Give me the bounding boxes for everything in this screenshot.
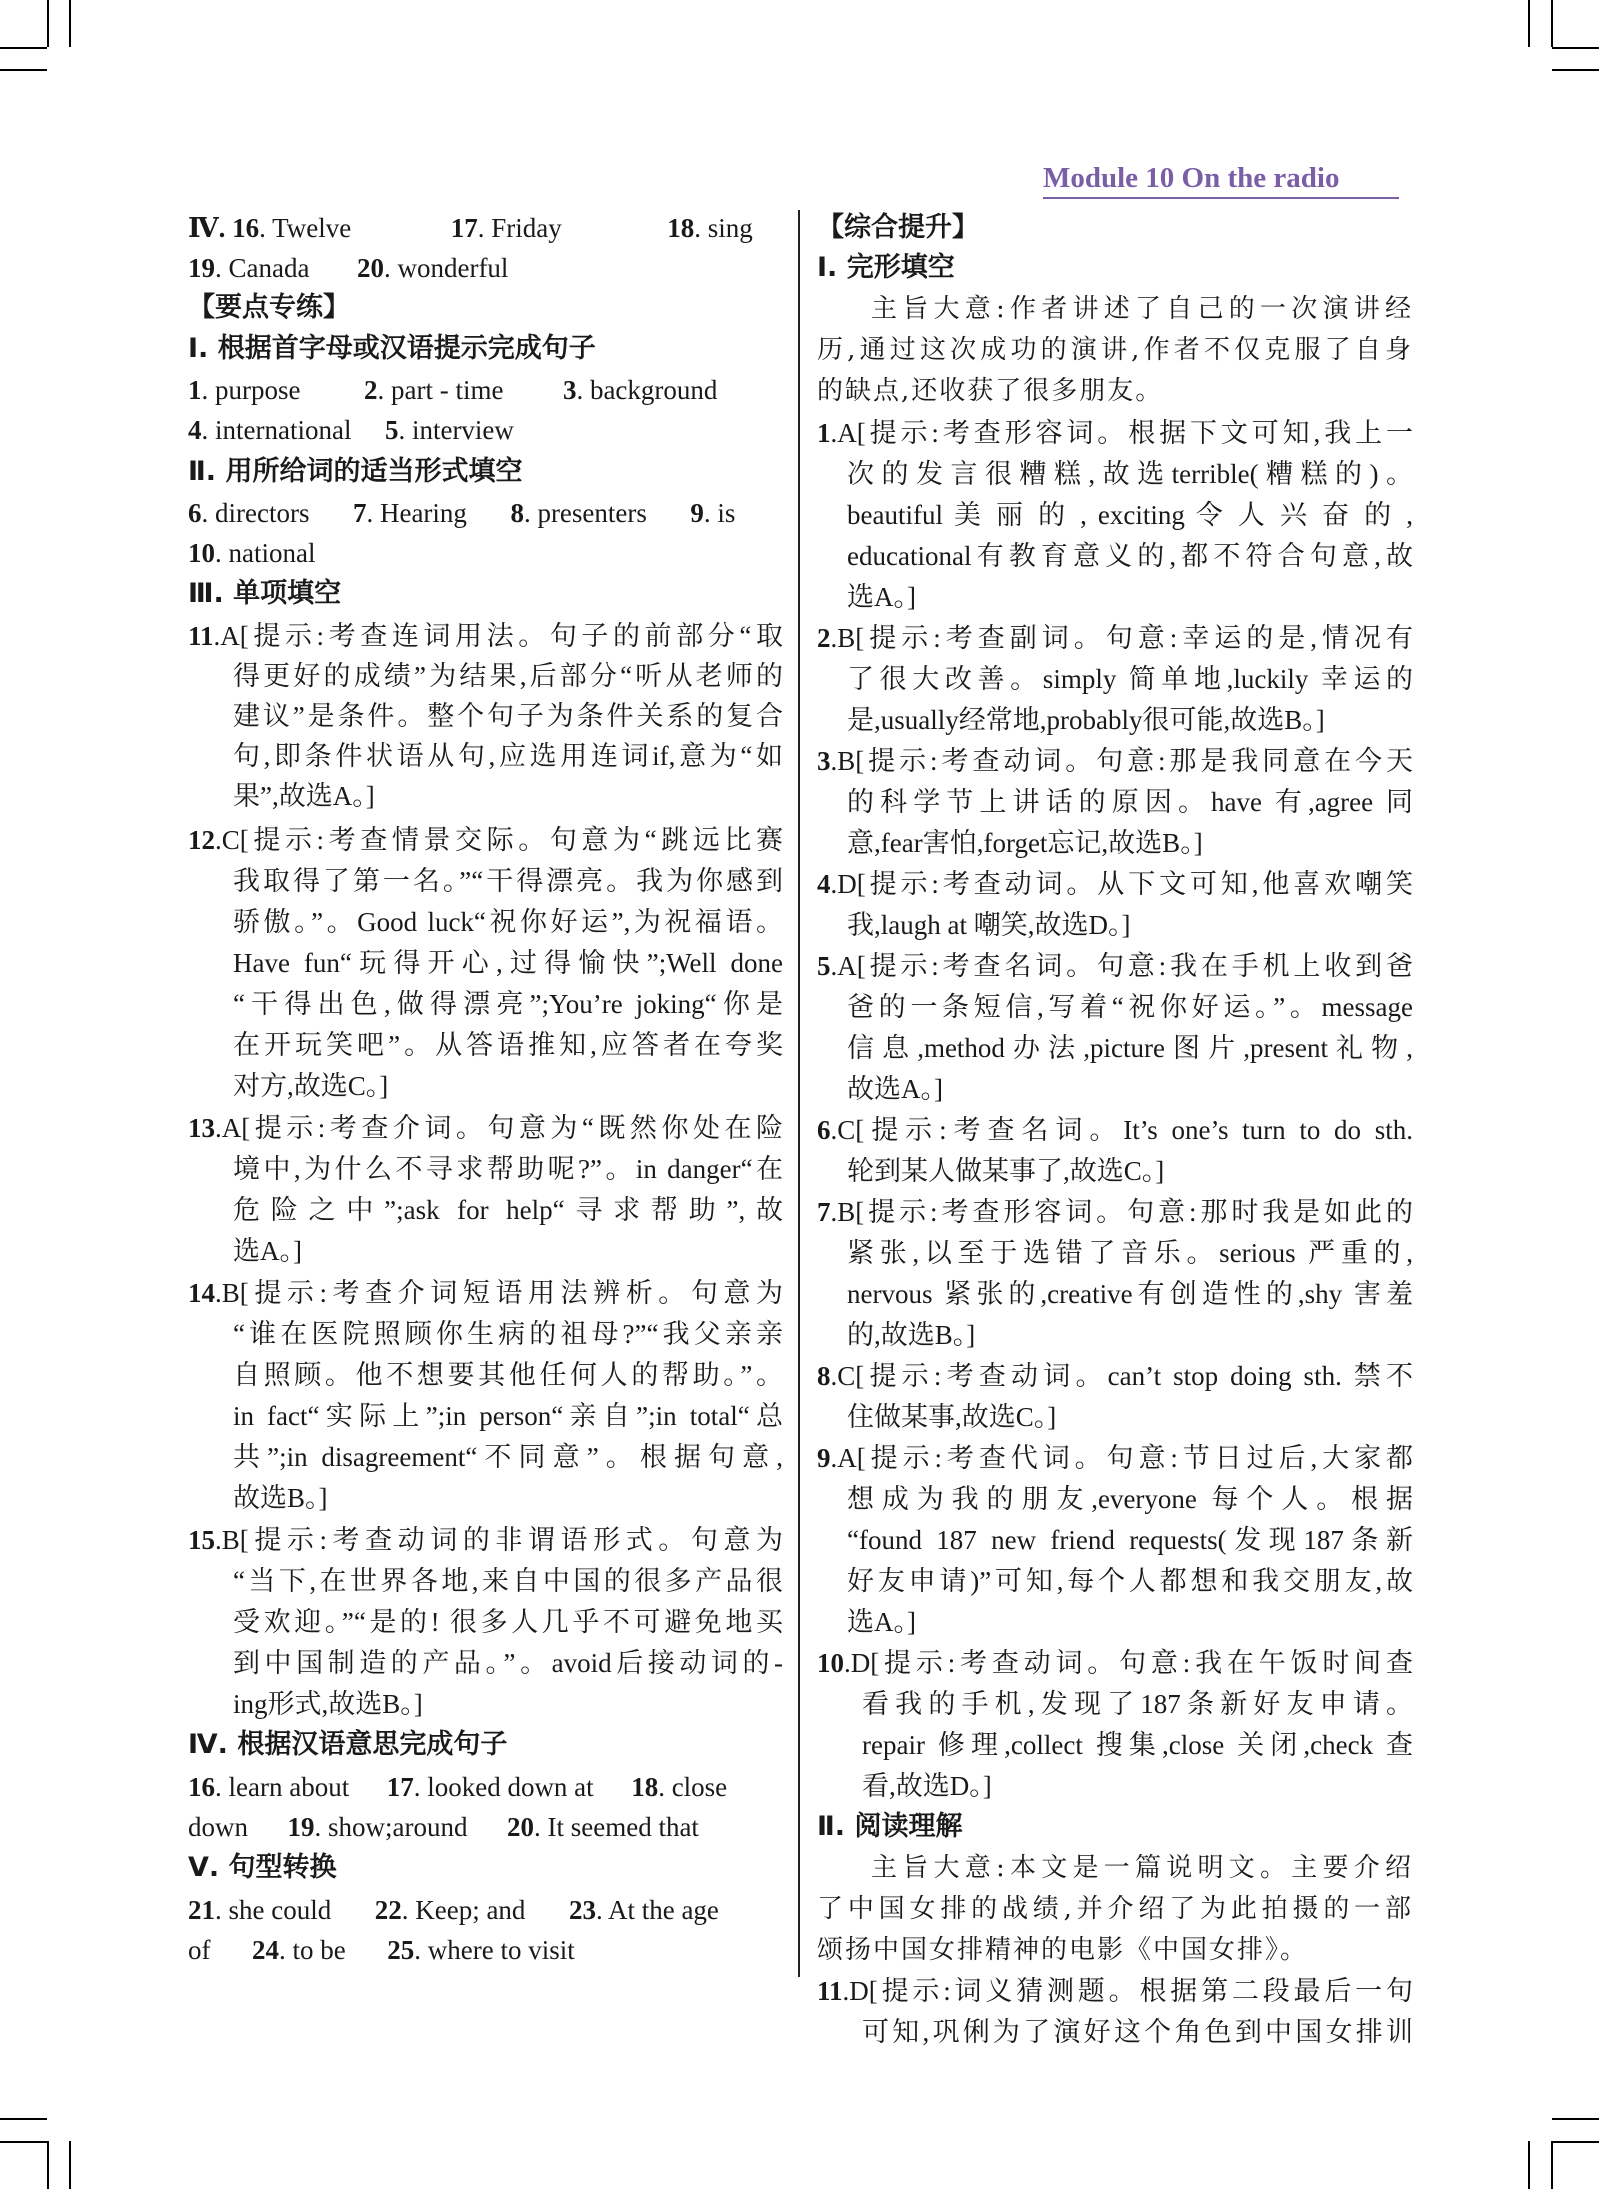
answer-number: 18 — [631, 1772, 659, 1802]
explanation-line: 轮到某人做某事了,故选C。] — [847, 1156, 1165, 1186]
answer-value: where to visit — [427, 1935, 575, 1965]
answer-row: down 19. show;around 20. It seemed that — [188, 1812, 699, 1842]
answer-value: part - time — [390, 375, 504, 405]
explanation-line: 5.A[提示:考查名词。句意:我在手机上收到爸 — [817, 951, 1413, 981]
answer-number: 24 — [252, 1935, 279, 1965]
explanation-line: Have fun“玩得开心,过得愉快”;Well done — [233, 948, 783, 978]
explanation-line: “found 187 new friend requests(发现187条新 — [847, 1525, 1413, 1555]
question-number: 14 — [188, 1278, 215, 1308]
explanation-line: 15.B[提示:考查动词的非谓语形式。句意为 — [188, 1525, 783, 1555]
explanation-text: A[提示:考查代词。句意:节日过后,大家都 — [837, 1443, 1413, 1473]
explanation-text: D[提示:词义猜测题。根据第二段最后一句 — [849, 1976, 1413, 2006]
explanation-line: 7.B[提示:考查形容词。句意:那时我是如此的 — [817, 1197, 1413, 1227]
answer-number: 8 — [510, 498, 524, 528]
crop-mark-bottom-right-v1 — [1528, 2141, 1530, 2189]
running-header-title: Module 10 On the radio — [1043, 162, 1340, 194]
explanation-line: 12.C[提示:考查情景交际。句意为“跳远比赛 — [188, 825, 783, 855]
part-heading: Ⅰ. 完形填空 — [817, 252, 955, 283]
crop-mark-bottom-left-h1 — [0, 2118, 47, 2120]
crop-mark-bottom-right-h2 — [1552, 2141, 1599, 2143]
explanation-line: 11.A[提示:考查连词用法。句子的前部分“取 — [188, 621, 783, 651]
answer-number: 17 — [450, 213, 478, 243]
answer-value: sing — [707, 213, 753, 243]
section-heading: 【要点专练】 — [188, 292, 350, 323]
answer-value: she could — [228, 1895, 332, 1925]
explanation-text: B[提示:考查副词。句意:幸运的是,情况有 — [837, 623, 1413, 653]
crop-mark-bottom-left-v1 — [47, 2141, 49, 2189]
answer-number: 16 — [188, 1772, 215, 1802]
section-heading: 【综合提升】 — [817, 212, 979, 243]
explanation-line: 意,fear害怕,forget忘记,故选B。] — [847, 828, 1203, 858]
question-number: 11 — [817, 1976, 843, 2006]
answer-row: 4. international 5. interview — [188, 415, 514, 445]
explanation-line: 自照顾。他不想要其他任何人的帮助。”。 — [233, 1360, 783, 1390]
answer-number: 23 — [568, 1895, 596, 1925]
crop-mark-top-left-h1 — [0, 47, 47, 49]
explanation-line: 紧张,以至于选错了音乐。serious 严重的, — [847, 1238, 1413, 1268]
explanation-line: 在开玩笑吧”。从答语推知,应答者在夸奖 — [233, 1030, 783, 1060]
explanation-text: D[提示:考查动词。从下文可知,他喜欢嘲笑 — [837, 869, 1413, 899]
part-heading: Ⅱ. 用所给词的适当形式填空 — [188, 456, 523, 487]
part-heading: Ⅲ. 单项填空 — [188, 578, 342, 609]
explanation-text: A[提示:考查形容词。根据下文可知,我上一 — [837, 418, 1413, 448]
answer-number: 10 — [188, 538, 215, 568]
explanation-line: 建议”是条件。整个句子为条件关系的复合 — [233, 701, 783, 731]
summary-line: 颂扬中国女排精神的电影《中国女排》。 — [817, 1935, 1309, 1965]
crop-mark-top-right-v2 — [1551, 0, 1553, 47]
explanation-line: 看,故选D。] — [862, 1771, 992, 1801]
explanation-line: 我取得了第一名。”“干得漂亮。我为你感到 — [233, 866, 783, 896]
explanation-text: C[提示:考查动词。can’t stop doing sth. 禁不 — [837, 1361, 1413, 1391]
crop-mark-top-left-v1 — [47, 0, 49, 47]
explanation-line: “干得出色,做得漂亮”;You’re joking“你是 — [233, 989, 783, 1019]
question-number: 4 — [817, 869, 831, 899]
explanation-line: 14.B[提示:考查介词短语用法辨析。句意为 — [188, 1278, 783, 1308]
crop-mark-top-left-h2 — [0, 69, 47, 71]
explanation-line: 受欢迎。”“是的! 很多人几乎不可避免地买 — [233, 1607, 783, 1637]
explanation-line: in fact“实际上”;in person“亲自”;in total“总 — [233, 1401, 783, 1431]
explanation-line: 住做某事,故选C。] — [847, 1402, 1057, 1432]
answer-number: 7 — [352, 498, 367, 528]
answer-value: directors — [215, 498, 310, 528]
answer-number: 17 — [386, 1772, 414, 1802]
question-number: 6 — [817, 1115, 831, 1145]
explanation-text: B[提示:考查介词短语用法辨析。句意为 — [221, 1278, 783, 1308]
summary-line: 了中国女排的战绩,并介绍了为此拍摄的一部 — [817, 1894, 1413, 1924]
crop-mark-bottom-left-v2 — [69, 2141, 71, 2189]
crop-mark-bottom-right-v2 — [1551, 2141, 1553, 2189]
answer-value: purpose — [215, 375, 301, 405]
crop-mark-bottom-right-h1 — [1552, 2118, 1599, 2120]
explanation-line: 3.B[提示:考查动词。句意:那是我同意在今天 — [817, 746, 1413, 776]
explanation-line: 对方,故选C。] — [233, 1071, 389, 1101]
answer-number: 25 — [387, 1935, 415, 1965]
answer-number: 20 — [506, 1812, 534, 1842]
question-number: 12 — [188, 825, 215, 855]
explanation-line: 危险之中”;ask for help“寻求帮助”,故 — [233, 1195, 783, 1225]
answer-row: 21. she could 22. Keep; and 23. At the age — [188, 1895, 719, 1925]
explanation-line: educational有教育意义的,都不符合句意,故 — [847, 541, 1413, 571]
part-heading: Ⅳ. 根据汉语意思完成句子 — [188, 1729, 508, 1760]
answer-value: At the age — [607, 1895, 719, 1925]
answer-number: 22 — [374, 1895, 402, 1925]
answer-value: Canada — [228, 253, 310, 283]
explanation-line: 13.A[提示:考查介词。句意为“既然你处在险 — [188, 1113, 783, 1143]
answer-number: 19 — [188, 253, 215, 283]
explanation-line: 选A。] — [847, 582, 916, 612]
explanation-line: 爸的一条短信,写着“祝你好运。”。message — [847, 992, 1413, 1022]
explanation-text: B[提示:考查动词。句意:那是我同意在今天 — [837, 746, 1413, 776]
explanation-text: A[提示:考查介词。句意为“既然你处在险 — [221, 1113, 783, 1143]
answer-value: international — [215, 415, 352, 445]
answer-number: 2 — [363, 375, 378, 405]
answer-row: 10. national — [188, 538, 316, 568]
explanation-line: 故选A。] — [847, 1074, 943, 1104]
question-number: 2 — [817, 623, 831, 653]
explanation-line: 9.A[提示:考查代词。句意:节日过后,大家都 — [817, 1443, 1413, 1473]
crop-mark-top-right-v1 — [1528, 0, 1530, 47]
answer-value: Friday — [491, 213, 562, 243]
answer-value: It seemed that — [547, 1812, 699, 1842]
answer-number: 20 — [356, 253, 384, 283]
answer-value: is — [717, 498, 736, 528]
question-number: 3 — [817, 746, 831, 776]
explanation-line: nervous 紧张的,creative有创造性的,shy 害羞 — [847, 1279, 1413, 1309]
answer-row: 16. learn about 17. looked down at 18. close — [188, 1772, 728, 1802]
explanation-line: ing形式,故选B。] — [233, 1689, 423, 1719]
answer-number: 1 — [188, 375, 202, 405]
crop-mark-top-right-h1 — [1552, 47, 1599, 49]
explanation-line: 句,即条件状语从句,应选用连词if,意为“如 — [233, 741, 783, 771]
explanation-line: “当下,在世界各地,来自中国的很多产品很 — [233, 1566, 783, 1596]
explanation-line: 故选B。] — [233, 1483, 328, 1513]
question-number: 8 — [817, 1361, 831, 1391]
answer-value: wonderful — [397, 253, 509, 283]
explanation-line: 得更好的成绩”为结果,后部分“听从老师的 — [233, 661, 783, 691]
explanation-line: 了很大改善。simply 简单地,luckily 幸运的 — [847, 664, 1413, 694]
explanation-text: A[提示:考查名词。句意:我在手机上收到爸 — [837, 951, 1413, 981]
question-number: 13 — [188, 1113, 215, 1143]
part-heading: Ⅰ. 根据首字母或汉语提示完成句子 — [188, 333, 596, 364]
explanation-line: 10.D[提示:考查动词。句意:我在午饭时间查 — [817, 1648, 1413, 1678]
answer-row: Ⅳ. 16. Twelve 17. Friday 18. sing — [188, 213, 753, 243]
explanation-line: 共”;in disagreement“不同意”。根据句意, — [233, 1442, 783, 1472]
explanation-line: 4.D[提示:考查动词。从下文可知,他喜欢嘲笑 — [817, 869, 1413, 899]
header-underline — [1043, 197, 1399, 199]
question-number: 5 — [817, 951, 831, 981]
explanation-text: B[提示:考查形容词。句意:那时我是如此的 — [837, 1197, 1413, 1227]
answer-number: 6 — [188, 498, 202, 528]
crop-mark-top-right-h2 — [1552, 69, 1599, 71]
explanation-line: 好友申请)”可知,每个人都想和我交朋友,故 — [847, 1566, 1413, 1596]
answer-row: 1. purpose 2. part - time 3. background — [188, 375, 718, 405]
explanation-text: D[提示:考查动词。句意:我在午饭时间查 — [850, 1648, 1413, 1678]
explanation-line: 到中国制造的产品。”。avoid后接动词的- — [233, 1648, 783, 1678]
explanation-line: 的科学节上讲话的原因。have 有,agree 同 — [847, 787, 1413, 817]
answer-value: Twelve — [272, 213, 352, 243]
explanation-text: B[提示:考查动词的非谓语形式。句意为 — [221, 1525, 783, 1555]
answer-value: interview — [411, 415, 514, 445]
answer-value: learn about — [228, 1772, 350, 1802]
answer-row: of 24. to be 25. where to visit — [188, 1935, 575, 1965]
answer-value: national — [228, 538, 316, 568]
answer-value: looked down at — [427, 1772, 594, 1802]
explanation-line: 看我的手机,发现了187条新好友申请。 — [862, 1689, 1413, 1719]
answer-row: 19. Canada 20. wonderful — [188, 253, 509, 283]
answer-row: 6. directors 7. Hearing 8. presenters 9. is — [188, 498, 736, 528]
answer-number: 3 — [562, 375, 577, 405]
summary-line: 历,通过这次成功的演讲,作者不仅克服了自身 — [817, 335, 1413, 365]
part-heading: Ⅱ. 阅读理解 — [817, 1811, 963, 1842]
explanation-line: “谁在医院照顾你生病的祖母?”“我父亲亲 — [233, 1319, 783, 1349]
explanation-line: 2.B[提示:考查副词。句意:幸运的是,情况有 — [817, 623, 1413, 653]
explanation-text: C[提示:考查名词。It’s one’s turn to do sth. — [837, 1115, 1413, 1145]
answer-number: 5 — [384, 415, 399, 445]
answer-value: down — [188, 1812, 248, 1842]
question-number: 7 — [817, 1197, 831, 1227]
answer-number: 9 — [690, 498, 704, 528]
explanation-line: 1.A[提示:考查形容词。根据下文可知,我上一 — [817, 418, 1413, 448]
answer-value: close — [671, 1772, 728, 1802]
summary-line: 主旨大意:作者讲述了自己的一次演讲经 — [871, 294, 1413, 324]
summary-line: 的缺点,还收获了很多朋友。 — [817, 376, 1164, 406]
answer-value: presenters — [537, 498, 647, 528]
answer-value: show;around — [328, 1812, 468, 1842]
explanation-text: A[提示:考查连词用法。句子的前部分“取 — [220, 621, 783, 651]
explanation-line: 我,laugh at 嘲笑,故选D。] — [847, 910, 1131, 940]
explanation-line: 11.D[提示:词义猜测题。根据第二段最后一句 — [817, 1976, 1413, 2006]
answer-number: 19 — [287, 1812, 315, 1842]
part-heading: Ⅴ. 句型转换 — [188, 1852, 337, 1883]
answer-number: 16 — [232, 213, 260, 243]
crop-mark-bottom-left-h2 — [0, 2141, 47, 2143]
question-number: 1 — [817, 418, 831, 448]
explanation-line: 可知,巩俐为了演好这个角色到中国女排训 — [862, 2017, 1413, 2047]
explanation-line: 次的发言很糟糕,故选terrible(糟糕的)。 — [847, 459, 1413, 489]
question-number: 15 — [188, 1525, 215, 1555]
answer-value: to be — [292, 1935, 346, 1965]
answer-value: Keep; and — [415, 1895, 526, 1925]
column-divider — [798, 210, 800, 1977]
question-number: 10 — [817, 1648, 844, 1678]
answer-value: of — [188, 1935, 211, 1965]
crop-mark-top-left-v2 — [69, 0, 71, 47]
explanation-line: 选A。] — [233, 1236, 302, 1266]
question-number: 9 — [817, 1443, 831, 1473]
explanation-line: 想成为我的朋友,everyone 每个人。根据 — [847, 1484, 1413, 1514]
summary-line: 主旨大意:本文是一篇说明文。主要介绍 — [871, 1853, 1413, 1883]
explanation-line: 境中,为什么不寻求帮助呢?”。in danger“在 — [233, 1154, 783, 1184]
explanation-line: 是,usually经常地,probably很可能,故选B。] — [847, 705, 1325, 735]
answer-value: background — [589, 375, 718, 405]
explanation-text: C[提示:考查情景交际。句意为“跳远比赛 — [221, 825, 783, 855]
explanation-line: 信息,method办法,picture图片,present礼物, — [847, 1033, 1413, 1063]
explanation-line: 6.C[提示:考查名词。It’s one’s turn to do sth. — [817, 1115, 1413, 1145]
answer-number: 18 — [667, 213, 695, 243]
explanation-line: 果”,故选A。] — [233, 781, 375, 811]
explanation-line: 骄傲。”。Good luck“祝你好运”,为祝福语。 — [233, 907, 783, 937]
explanation-line: 的,故选B。] — [847, 1320, 976, 1350]
explanation-line: repair 修理,collect 搜集,close 关闭,check 查 — [862, 1730, 1413, 1760]
explanation-line: 选A。] — [847, 1607, 916, 1637]
section-numeral: Ⅳ. — [188, 213, 226, 243]
explanation-line: 8.C[提示:考查动词。can’t stop doing sth. 禁不 — [817, 1361, 1413, 1391]
answer-value: Hearing — [379, 498, 467, 528]
answer-number: 4 — [188, 415, 202, 445]
question-number: 11 — [188, 621, 214, 651]
answer-number: 21 — [188, 1895, 215, 1925]
explanation-line: beautiful 美 丽 的 , exciting 令 人 兴 奋 的 , — [847, 500, 1413, 530]
